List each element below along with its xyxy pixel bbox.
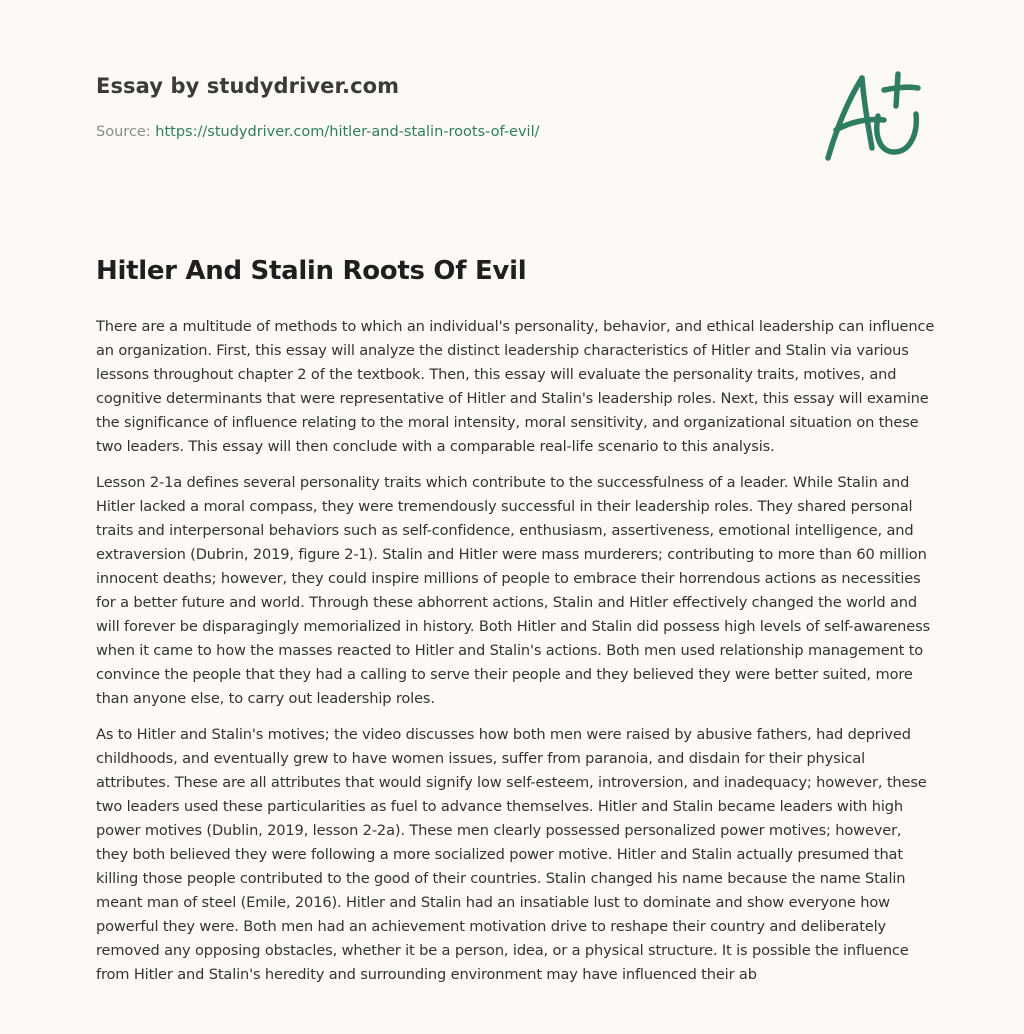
paragraph: There are a multitude of methods to which an individual's personality, behavior, and ethical leadership can influence an organization. First, this essay will analyze the distinct leadership characteristics of Hitler and Stalin via various lessons throughout chapter 2 of the textbook. Then, this essay will evaluate the personality traits, motives, and cognitive determinants that were representative of Hitler and Stalin's leadership roles. Next, this essay will examine the significance of influence relating to the moral intensity, moral sensitivity, and organizational situation on these two leaders. This essay will then conclude with a comparable real-life scenario to this analysis. <box>96 318 935 455</box>
paragraph: Lesson 2-1a defines several personality traits which contribute to the successfulness of a leader. While Stalin and Hitler lacked a moral compass, they were tremendously successful in their leadership roles. They shared personal traits and interpersonal behaviors such as self-confidence, enthusiasm, assertiveness, emotional intelligence, and extraversion (Dubrin, 2019, figure 2-1). Stalin and Hitler were mass murderers; contributing to more than 60 million innocent deaths; however, they could inspire millions of people to embrace their horrendous actions as necessities for a better future and world. Through these abhorrent actions, Stalin and Hitler effectively changed the world and will forever be disparagingly memorialized in history. Both Hitler and Stalin did possess high levels of self-awareness when it came to how the masses reacted to Hitler and Stalin's actions. Both men used relationship management to convince the people that they had a calling to serve their people and they believed they were better suited, more than anyone else, to carry out leadership roles. <box>96 474 931 707</box>
paragraph: As to Hitler and Stalin's motives; the video discusses how both men were raised by abusive fathers, had deprived childhoods, and eventually grew to have women issues, suffer from paranoia, and disdain for their physical attributes. These are all attributes that would signify low self-esteem, introversion, and inadequacy; however, these two leaders used these particularities as fuel to advance themselves. Hitler and Stalin became leaders with high power motives (Dublin, 2019, lesson 2-2a). These men clearly possessed personalized power motives; however, they both believed they were following a more socialized power motive. Hitler and Stalin actually presumed that killing those people contributed to the good of their countries. Stalin changed his name because the name Stalin meant man of steel (Emile, 2016). Hitler and Stalin had an insatiable lust to dominate and show everyone how powerful they were. Both men had an achievement motivation drive to reshape their country and deliberately removed any opposing obstacles, whether it be a person, idea, or a physical structure. It is possible the influence from Hitler and Stalin's heredity and surrounding environment may have influenced their ab <box>96 726 927 983</box>
source-label: Source: <box>96 124 156 140</box>
essay-title: Hitler And Stalin Roots Of Evil <box>96 256 527 286</box>
page-header <box>96 74 796 140</box>
source-link[interactable]: https://studydriver.com/hitler-and-stalin-roots-of-evil/ <box>155 124 540 140</box>
a-plus-logo-icon <box>822 68 926 164</box>
site-title: Essay by studydriver.com <box>96 74 400 98</box>
essay-body <box>96 315 936 999</box>
source-line <box>96 124 796 140</box>
